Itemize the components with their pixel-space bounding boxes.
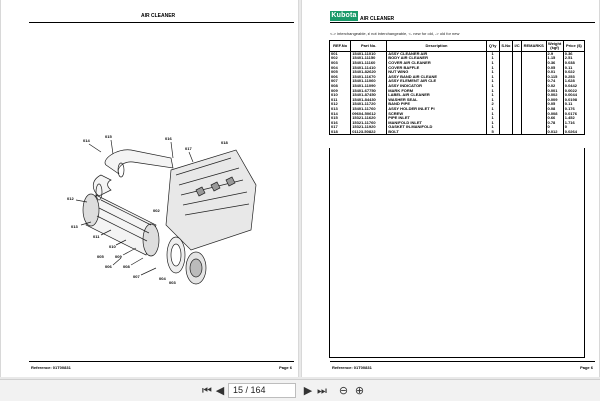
cell-ref-no: 017: [330, 125, 351, 130]
cell-qty: 1: [486, 120, 499, 125]
cell-ref-no: 004: [330, 65, 351, 70]
cell-qty: 1: [486, 107, 499, 112]
cell-weight: 0.02: [546, 84, 563, 89]
callout-015: 015: [105, 134, 112, 139]
cell-description: LABEL AIR CLEANER: [387, 93, 487, 98]
cell-price: 0.253: [563, 74, 584, 79]
cell-ref-no: 002: [330, 56, 351, 61]
cell-description: GASKET IN-MANIFOLD: [387, 125, 487, 130]
cell-weight: 0.01: [546, 70, 563, 75]
cell-ref-no: 013: [330, 107, 351, 112]
cell-ref-no: 012: [330, 102, 351, 107]
cell-description: PIPE INLET: [387, 116, 487, 121]
cell-part-no: 15401-11720: [351, 102, 387, 107]
cell-description: SCREW: [387, 111, 487, 116]
cell-qty: 1: [486, 84, 499, 89]
cell-price: 1.628: [563, 79, 584, 84]
cell-weight: 0.08: [546, 107, 563, 112]
table-row: [330, 130, 585, 135]
cell-qty: 1: [486, 111, 499, 116]
callout-018: 018: [221, 140, 228, 145]
cell-qty: 1: [486, 116, 499, 121]
cell-part-no: 15401-11060: [351, 79, 387, 84]
callout-011: 011: [93, 234, 100, 239]
cell-weight: 0.001: [546, 88, 563, 93]
header-rule: [29, 22, 294, 23]
cell-description: ASSY CLEANER AIR: [387, 52, 487, 57]
parts-table-body: [330, 52, 585, 135]
cell-qty: 1: [486, 56, 499, 61]
cell-price: 0.36: [563, 52, 584, 57]
cell-description: ASSY BAND AIR CLEANE: [387, 74, 487, 79]
cell-price: 0.11: [563, 65, 584, 70]
cell-part-no: 15321-11760: [351, 120, 387, 125]
header-rule: [330, 22, 595, 23]
cell-description: WASHER SEAL: [387, 97, 487, 102]
cell-description: NUT WING: [387, 70, 487, 75]
cell-description: BAND PIPE: [387, 102, 487, 107]
cell-description: BOLT: [387, 130, 487, 135]
cell-ic: [513, 130, 522, 135]
parts-table: [329, 40, 585, 135]
cell-weight: 0.05: [546, 65, 563, 70]
col-price: Price ($): [563, 41, 584, 52]
cell-part-no: 15401-84430: [351, 97, 387, 102]
callout-008: 008: [123, 264, 130, 269]
cell-weight: 2.9: [546, 52, 563, 57]
cell-qty: 1: [486, 79, 499, 84]
cell-weight: 0.012: [546, 130, 563, 135]
cell-ref-no: 015: [330, 116, 351, 121]
right-page-title: AIR CLEANER: [360, 16, 395, 22]
cell-description: COVER AIR CLEANER: [387, 61, 487, 66]
parts-table-header: [330, 41, 585, 52]
cell-price: 0.0198: [563, 97, 584, 102]
col-ref-no: REF.No: [330, 41, 351, 52]
cell-price: 0.022: [563, 70, 584, 75]
cell-part-no: 15401-11160: [351, 61, 387, 66]
col-part-no: Part No.: [351, 41, 387, 52]
cell-qty: 1: [486, 88, 499, 93]
zoom-in-icon[interactable]: ⊕: [354, 384, 365, 397]
callout-013: 013: [71, 224, 78, 229]
first-page-icon[interactable]: ⏮: [202, 384, 212, 397]
cell-price: 0: [563, 125, 584, 130]
callout-012: 012: [67, 196, 74, 201]
cell-ref-no: 014: [330, 111, 351, 116]
exploded-diagram: [61, 130, 261, 290]
cell-weight: 0.009: [546, 97, 563, 102]
callout-005: 005: [97, 254, 104, 259]
callout-009: 009: [115, 254, 122, 259]
cell-qty: 1: [486, 70, 499, 75]
cell-qty: 1: [486, 65, 499, 70]
cell-description: ASSY INDICATOR: [387, 84, 487, 89]
cell-weight: 0.05: [546, 102, 563, 107]
cell-part-no: 15401-11410: [351, 65, 387, 70]
last-page-icon[interactable]: ⏭: [317, 384, 327, 397]
cell-weight: 0: [546, 125, 563, 130]
callout-004: 004: [159, 276, 166, 281]
cell-weight: 0.66: [546, 116, 563, 121]
footer-rule: [29, 361, 294, 362]
col-qty: Q'ty: [486, 41, 499, 52]
cell-weight: 0.008: [546, 111, 563, 116]
cell-part-no: 15401-67750: [351, 88, 387, 93]
cell-weight: 0.002: [546, 93, 563, 98]
col-weight: Weight (kgf): [547, 41, 562, 50]
cell-sno: [499, 130, 513, 135]
cell-part-no: 15401-11760: [351, 107, 387, 112]
col-sno: S.No: [499, 41, 513, 52]
cell-description: ASSY ELEMENT AIR CLE: [387, 79, 487, 84]
left-page-number: Page 6: [279, 365, 292, 370]
callout-006: 006: [105, 264, 112, 269]
cell-ref-no: 001: [330, 52, 351, 57]
left-page: [0, 0, 299, 377]
cell-ref-no: 003: [330, 61, 351, 66]
callout-002: 002: [153, 208, 160, 213]
callout-017: 017: [185, 146, 192, 151]
cell-price: 0.038: [563, 61, 584, 66]
cell-ref-no: 010: [330, 93, 351, 98]
cell-ref-no: 009: [330, 88, 351, 93]
cell-remarks: [521, 130, 546, 135]
cell-qty: 1: [486, 97, 499, 102]
cell-weight: 0.36: [546, 61, 563, 66]
cell-description: ASSY HOLDER INLET PI: [387, 107, 487, 112]
callout-010: 010: [109, 244, 116, 249]
footer-rule: [330, 361, 595, 362]
cell-price: 0.0264: [563, 130, 584, 135]
right-page-number: Page 6: [580, 365, 593, 370]
cell-description: MARK FORM: [387, 88, 487, 93]
cell-qty: 5: [486, 130, 499, 135]
cell-price: 0.0022: [563, 88, 584, 93]
cell-qty: 1: [486, 61, 499, 66]
cell-part-no: 15401-11670: [351, 74, 387, 79]
cell-price: 0.0442: [563, 84, 584, 89]
next-page-icon[interactable]: ▶: [303, 384, 313, 397]
cell-part-no: 15401-82620: [351, 70, 387, 75]
cell-qty: 2: [486, 102, 499, 107]
cell-qty: 1: [486, 52, 499, 57]
left-page-title: AIR CLEANER: [141, 13, 176, 19]
prev-page-icon[interactable]: ◀: [215, 384, 225, 397]
cell-ref-no: 007: [330, 79, 351, 84]
callout-003: 003: [169, 280, 176, 285]
cell-ref-no: 011: [330, 97, 351, 102]
cell-ref-no: 005: [330, 70, 351, 75]
cell-ref-no: 006: [330, 74, 351, 79]
cell-part-no: 15321-11620: [351, 116, 387, 121]
cell-price: 1.716: [563, 120, 584, 125]
callout-014: 014: [83, 138, 90, 143]
left-reference: Reference: 01T00831: [31, 365, 71, 370]
interchangeability-legend: <-> interchangeable, ≠ not interchangeable, <- new for old, -> old for new: [330, 31, 460, 36]
cell-qty: 1: [486, 93, 499, 98]
cell-weight: 1.15: [546, 56, 563, 61]
right-reference: Reference: 01T00831: [332, 365, 372, 370]
cell-price: 0.11: [563, 102, 584, 107]
col-remarks: REMARKS: [521, 41, 546, 52]
cell-part-no: 15321-11920: [351, 125, 387, 130]
parts-table-frame: [329, 148, 585, 358]
callout-007: 007: [133, 274, 140, 279]
cell-weight: 0.78: [546, 120, 563, 125]
cell-price: 2.51: [563, 56, 584, 61]
cell-price: 1.452: [563, 116, 584, 121]
cell-part-no: 01123-50822: [351, 130, 387, 135]
col-ic: I/C: [513, 41, 522, 52]
cell-price: 0.0044: [563, 93, 584, 98]
cell-part-no: 15401-87450: [351, 93, 387, 98]
zoom-out-icon[interactable]: ⊖: [338, 384, 349, 397]
cell-part-no: 15401-11150: [351, 56, 387, 61]
cell-part-no: 09604-50612: [351, 111, 387, 116]
cell-description: COVER BAFFLE: [387, 65, 487, 70]
cell-description: MANIFOLD INLET: [387, 120, 487, 125]
cell-qty: 1: [486, 74, 499, 79]
kubota-logo: Kubota: [331, 12, 357, 19]
cell-description: BODY AIR CLEANER: [387, 56, 487, 61]
cell-price: 0.176: [563, 107, 584, 112]
cell-ref-no: 016: [330, 120, 351, 125]
cell-weight: 0.115: [546, 74, 563, 79]
callout-016: 016: [165, 136, 172, 141]
page-indicator[interactable]: 15 / 164: [228, 383, 296, 398]
cell-weight: 0.74: [546, 79, 563, 84]
cell-qty: 1: [486, 125, 499, 130]
cell-price: 0.0176: [563, 111, 584, 116]
viewer-toolbar: [0, 379, 600, 401]
cell-ref-no: 018: [330, 130, 351, 135]
col-description: Description: [387, 41, 487, 52]
cell-ref-no: 008: [330, 84, 351, 89]
cell-part-no: 15401-11010: [351, 52, 387, 57]
cell-part-no: 15401-11090: [351, 84, 387, 89]
